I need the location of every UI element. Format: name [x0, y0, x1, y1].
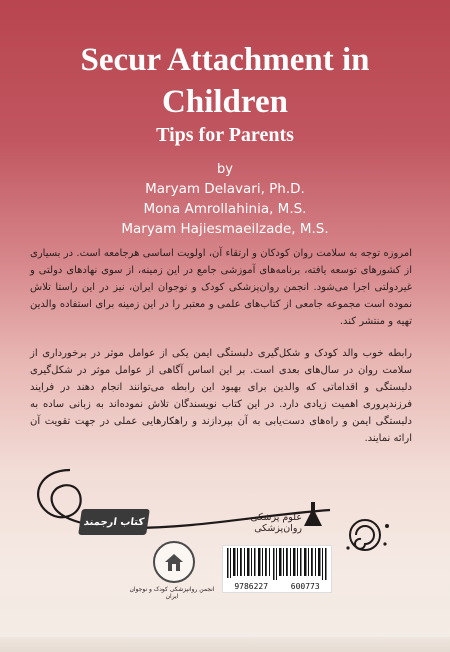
blurb-paragraph-1: امروزه توجه به سلامت روان کودکان و ارتقاء آن، اولویت اساسی هرجامعه است. در بسیاری از کشورهای توسعه یافته، برنامه‌های آموزشی جامع در این زمینه، از سوی نهادهای دولتی و غیردولتی اجرا می‌شود. انجمن روان‌پزشکی کودک و نوجوان ایران، نیز در این راستا تلاش نموده است مجموعه جامعی از کتاب‌های علمی و معتبر را در این زمینه برای استفاده والدین تهیه و منتشر کند. [30, 248, 412, 327]
decorative-swirl-line [0, 440, 450, 560]
flask-icon [304, 502, 322, 526]
blurb-paragraph-2: رابطه خوب والد کودک و شکل‌گیری دلبستگی ایمن یکی از عوامل موثر در برخورداری از سلامت روان در سال‌های بعدی است. بر این اساس آگاهی از عوامل موثر در شکل‌گیری دلبستگی و اقداماتی که والدین برای بهبود این رابطه می‌توانند انجام دهند در فرایند فرزندپروری اهمیت زیادی دارد. در این کتاب نویسندگان تلاش نموده‌اند به زبانی ساده به دلبستگی ایمن و راه‌های دست‌یابی به آن بپردازند و راهکارهایی عملی در جهت تقویت آن ارائه نمایند. [30, 348, 412, 444]
barcode-numbers [222, 580, 332, 593]
swirl-emblem-icon [346, 520, 389, 550]
house-icon [163, 551, 185, 573]
isbn-barcode [222, 545, 332, 581]
by-label: by [217, 162, 233, 177]
author-2: Mona Amrollahinia, M.S. [143, 201, 307, 217]
barcode-right-digits: 600773 [290, 581, 320, 591]
bottom-edge [0, 637, 450, 652]
institute-seal [153, 541, 195, 583]
barcode-bars [223, 546, 331, 580]
barcode-left-digits: 9786227 [234, 581, 269, 591]
subtitle: Tips for Parents [156, 124, 294, 146]
institute-caption: انجمن روانپزشکی کودک و نوجوان ایران [129, 586, 215, 600]
author-3: Maryam Hajiesmaeilzade, M.S. [121, 221, 329, 237]
publisher-logo: کتاب ارجمند [78, 509, 150, 535]
subject-category: علوم پزشکی ـ روان‌پزشکی [244, 512, 302, 534]
title-line-2: Children [162, 84, 288, 120]
author-1: Maryam Delavari, Ph.D. [145, 181, 305, 197]
title-line-1: Secur Attachment in [80, 42, 370, 78]
